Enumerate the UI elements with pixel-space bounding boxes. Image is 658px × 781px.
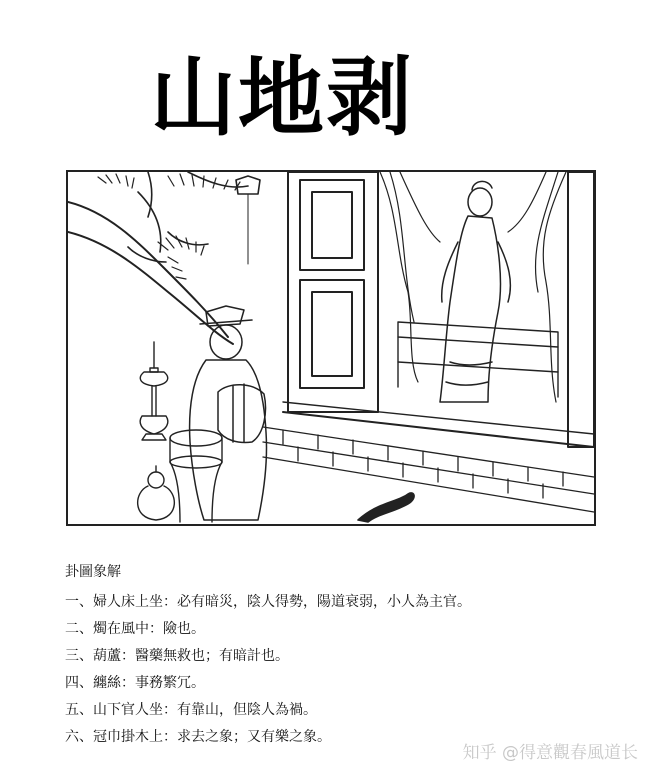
bed: [398, 322, 558, 397]
brick-steps: [263, 427, 594, 512]
page-title: 山地剥: [150, 48, 414, 148]
caption-line-3: 三、葫蘆：醫藥無救也；有暗計也。: [65, 648, 289, 664]
caption-line-2: 二、燭在風中：險也。: [65, 621, 205, 637]
hanging-cap: [236, 176, 260, 264]
hexagram-illustration: [66, 170, 596, 526]
caption-line-6: 六、冠巾掛木上：求去之象；又有樂之象。: [65, 729, 331, 745]
gourd: [138, 466, 175, 520]
seated-official: [190, 306, 267, 520]
watermark: 知乎 @得意觀春風道长: [462, 743, 638, 763]
window-frame: [283, 172, 594, 447]
curtains: [380, 172, 566, 402]
caption-line-1: 一、婦人床上坐：必有暗災，陰人得勢，陽道衰弱，小人為主官。: [65, 594, 471, 610]
caption-line-5: 五、山下官人坐：有靠山，但陰人為禍。: [65, 702, 317, 718]
illustration-drawing: [68, 172, 594, 524]
stool: [170, 430, 222, 522]
caption-block: [65, 561, 605, 753]
caption-line-4: 四、纏絲：事務繁冗。: [65, 675, 205, 691]
candle-stand: [140, 342, 168, 440]
caption-heading: 卦圖象解: [65, 564, 121, 580]
tree-branch: [68, 172, 248, 344]
silk-ribbon: [358, 493, 414, 522]
